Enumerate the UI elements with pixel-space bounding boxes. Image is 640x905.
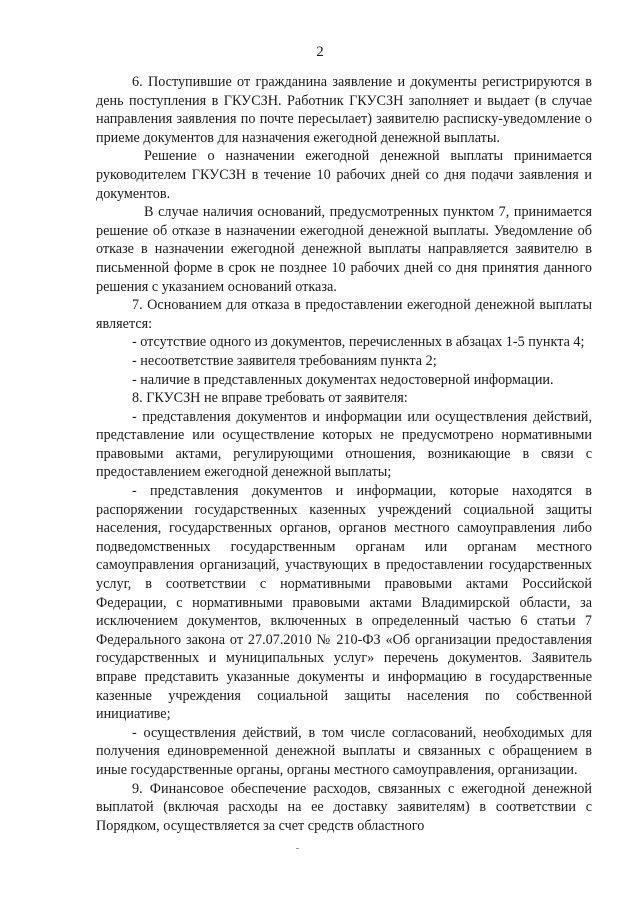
paragraph-7-item-3: - наличие в представленных документах недостоверной информации. <box>132 371 554 388</box>
paragraph-6-decision: Решение о назначении ежегодной денежной выплаты принимается руководителем ГКУСЗН в течение 10 рабочих дней со дня подачи заявления и документов. <box>96 148 592 202</box>
paragraph-6-refusal: В случае наличия оснований, предусмотренных пунктом 7, принимается решение об отказе в назначении ежегодной денежной выплаты. Уведомление об отказе в назначении ежегодной денежной выплаты направляется заявителю в письменной форме в срок не позднее 10 рабочих дней со дня принятия данного решения с указанием оснований отказа. <box>96 204 592 295</box>
paragraph-8: 8. ГКУСЗН не вправе требовать от заявителя: <box>132 390 408 407</box>
paragraph-8-item-3: - осуществления действий, в том числе согласований, необходимых для получения единовременной денежной выплаты и связанных с обращением в иные государственные органы, органы местного самоуправления, организации. <box>96 724 592 778</box>
document-body <box>96 73 592 835</box>
paragraph-8-item-2: - представления документов и информации, которые находятся в распоряжении государственных казенных учреждений социальной защиты населения, государственных органов, органов местного самоуправления либо подведомственных государственным органам или органам местного самоуправления организаций, участвующих в предоставлении государственных услуг, в соответствии с нормативными правовыми актами Российской Федерации, с нормативными правовыми актами Владимирской области, за исключением документов, включенных в определенный частью 6 статьи 7 Федерального закона от 27.07.2010 № 210-ФЗ «Об организации предоставления государственных и муниципальных услуг» перечень документов. Заявитель вправе представить указанные документы и информацию в государственные казенные учреждения социальной защиты населения по собственной инициативе; <box>96 483 592 723</box>
scan-speck <box>296 848 299 849</box>
paragraph-8-item-1: - представления документов и информации или осуществления действий, представление или осуществление которых не предусмотрено нормативными правовыми актами, регулирующими отношения, возникающие в связи с предоставлением ежегодной денежной выплаты; <box>96 408 592 481</box>
paragraph-7-item-1: - отсутствие одного из документов, перечисленных в абзацах 1-5 пункта 4; <box>132 334 585 351</box>
paragraph-7: 7. Основанием для отказа в предоставлении ежегодной денежной выплаты является: <box>96 297 592 332</box>
paragraph-7-item-2: - несоответствие заявителя требованиям пункта 2; <box>132 352 437 369</box>
page-number: 2 <box>316 44 324 60</box>
paragraph-9: 9. Финансовое обеспечение расходов, связанных с ежегодной денежной выплатой (включая расходы на ее доставку заявителям) в соответствии с Порядком, осуществляется за счет средств областного <box>96 780 592 834</box>
paragraph-6: 6. Поступившие от гражданина заявление и документы регистрируются в день поступления в ГКУСЗН. Работник ГКУСЗН заполняет и выдает (в случае направления заявления по почте пересылает) заявителю расписку-уведомление о приеме документов для назначения ежегодной денежной выплаты. <box>96 74 592 146</box>
